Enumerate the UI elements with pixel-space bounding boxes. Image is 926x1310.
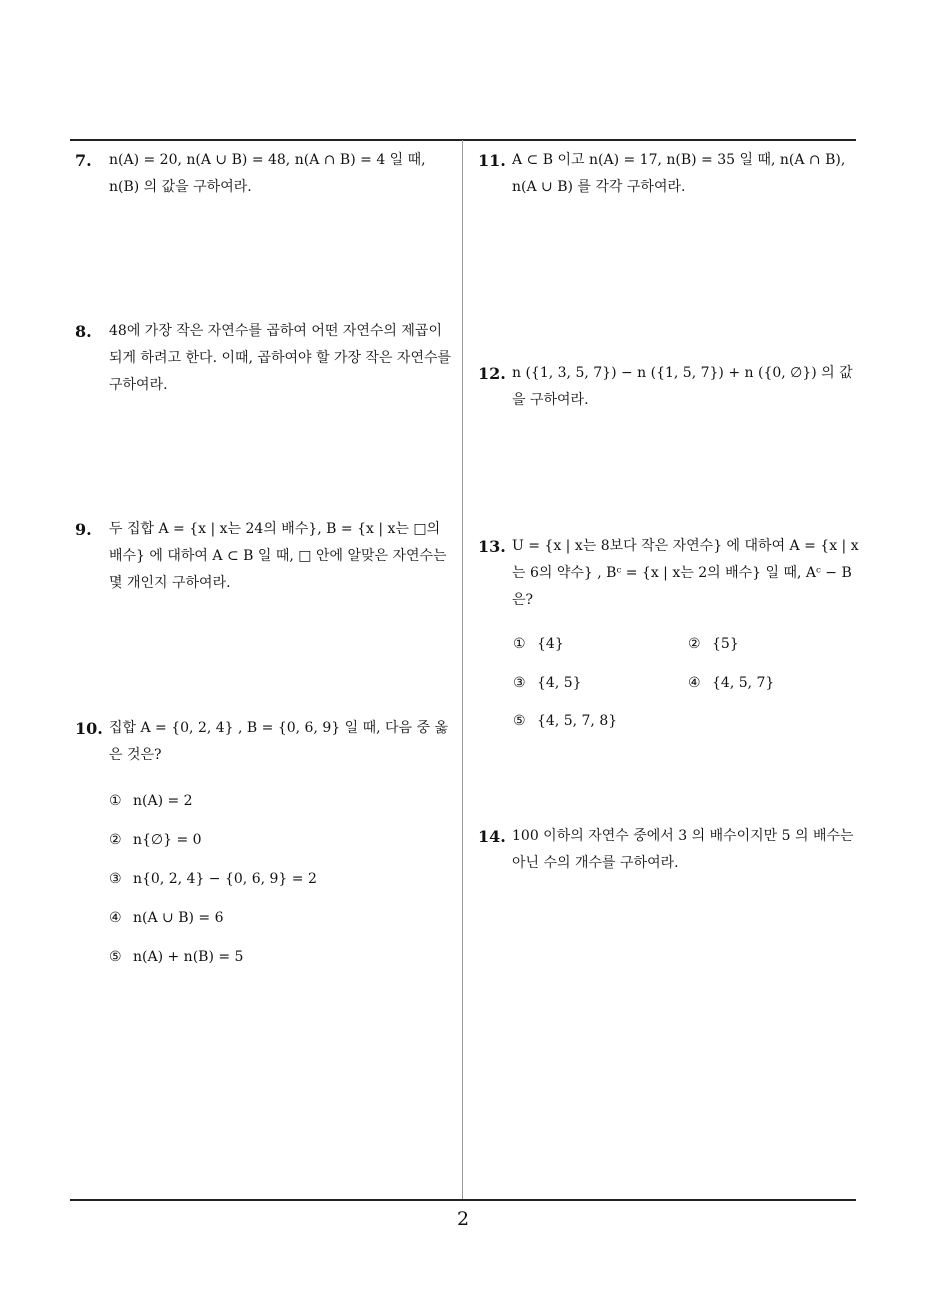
choice-1[interactable]: ① {4} [513,636,564,652]
problem-8 [75,318,455,399]
choice-3[interactable]: ③ n{0, 2, 4} − {0, 6, 9} = 2 [109,871,317,887]
choice-3[interactable]: ③ {4, 5} [513,675,582,691]
choice-4[interactable]: ④ n(A ∪ B) = 6 [109,910,224,926]
problem-text: 두 집합 A = {x | x는 24의 배수}, B = {x | x는 □의 배수} 에 대하여 A ⊂ B 일 때, □ 안에 알맞은 자연수는 몇 개인지 구하여라. [109,521,447,591]
problem-9 [75,516,455,597]
problem-number: 8. [75,322,92,341]
problem-text: A ⊂ B 이고 n(A) = 17, n(B) = 35 일 때, n(A ∩ B), n(A ∪ B) 를 각각 구하여라. [512,152,846,195]
problem-text: U = {x | x는 8보다 작은 자연수} 에 대하여 A = {x | x는 6의 약수} , Bᶜ = {x | x는 2의 배수} 일 때, Aᶜ − B 은? [512,538,859,608]
problem-number: 9. [75,520,92,539]
problem-12 [478,360,860,414]
page-number: 2 [456,1208,470,1230]
problem-text: n(A) = 20, n(A ∪ B) = 48, n(A ∩ B) = 4 일 때, n(B) 의 값을 구하여라. [109,152,426,195]
problem-number: 7. [75,151,92,170]
choice-5[interactable]: ⑤ n(A) + n(B) = 5 [109,949,244,965]
problem-7 [75,147,455,201]
column-divider [462,140,463,1200]
problem-13 [478,533,860,614]
problem-10 [75,715,455,769]
problem-number: 10. [75,719,103,738]
bottom-rule [70,1199,856,1201]
problem-text: 100 이하의 자연수 중에서 3 의 배수이지만 5 의 배수는 아닌 수의 개수를 구하여라. [512,828,854,871]
choice-5[interactable]: ⑤ {4, 5, 7, 8} [513,713,618,729]
problem-number: 12. [478,364,506,383]
problem-11 [478,147,860,201]
problem-text: 집합 A = {0, 2, 4} , B = {0, 6, 9} 일 때, 다음 중 옳은 것은? [109,720,449,763]
choice-1[interactable]: ① n(A) = 2 [109,793,193,809]
top-rule [70,139,856,141]
problem-text: 48에 가장 작은 자연수를 곱하여 어떤 자연수의 제곱이 되게 하려고 한다. 이때, 곱하여야 할 가장 작은 자연수를 구하여라. [109,323,452,393]
problem-14 [478,823,860,877]
problem-number: 14. [478,827,506,846]
choice-2[interactable]: ② n{∅} = 0 [109,832,202,848]
problem-number: 11. [478,151,506,170]
choice-4[interactable]: ④ {4, 5, 7} [688,675,775,691]
problem-number: 13. [478,537,506,556]
choice-2[interactable]: ② {5} [688,636,739,652]
problem-text: n ({1, 3, 5, 7}) − n ({1, 5, 7}) + n ({0, ∅}) 의 값을 구하여라. [512,365,853,408]
